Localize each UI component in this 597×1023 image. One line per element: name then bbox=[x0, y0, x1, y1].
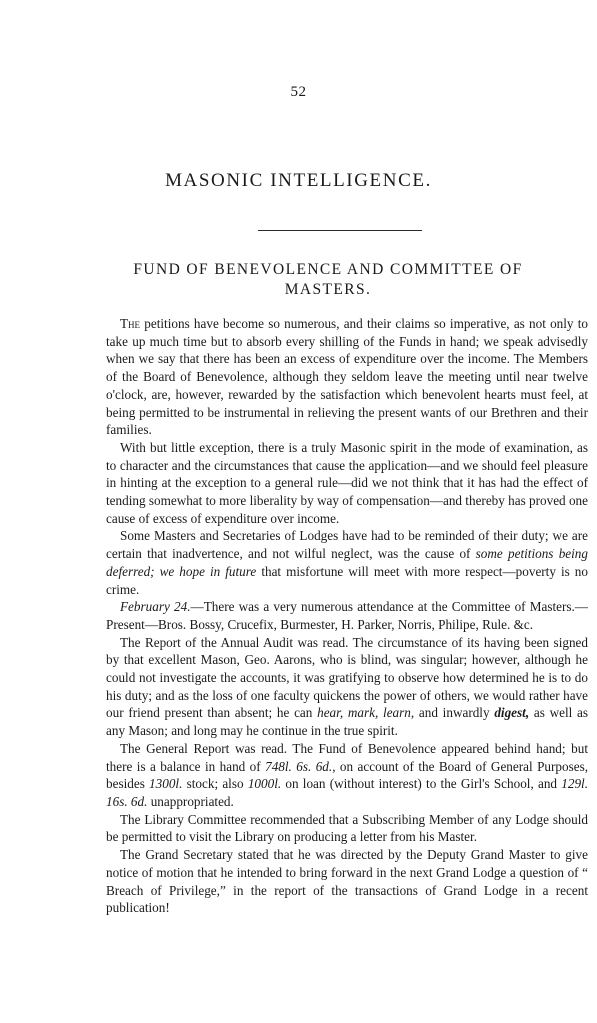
page-number: 52 bbox=[290, 84, 307, 100]
title-divider bbox=[258, 230, 422, 231]
article-body bbox=[106, 315, 588, 917]
italic-phrase: some petitions being deferred; we hope in future bbox=[106, 546, 588, 579]
entry-date: February 24. bbox=[120, 599, 191, 615]
amount: 129l. 16s. 6d. bbox=[106, 776, 588, 809]
paragraph-1 bbox=[106, 315, 588, 439]
paragraph-text: The General Report was read. The Fund of Benevolence appeared behind hand; but there is a balance in hand of bbox=[106, 740, 588, 774]
drop-lead-word: The bbox=[120, 316, 141, 331]
paragraph-text: , on account of the Board of General Purposes, besides bbox=[106, 758, 589, 792]
section-title: MASONIC INTELLIGENCE. bbox=[165, 170, 432, 191]
amount: 1300l. bbox=[149, 776, 183, 792]
amount: 748l. 6s. 6d. bbox=[265, 758, 333, 774]
paragraph-6 bbox=[106, 740, 588, 811]
paragraph-text: —There was a very numerous attendance at the Committee of Masters.—Present—Bros. Bossy, Crucefix, Burmester, H. Parker, Norris, Philipe, Rule. &c. bbox=[106, 599, 588, 632]
paragraph-text: Some Masters and Secretaries of Lodges have had to be reminded of their duty; we are certain that inadvertence, and not wilful neglect, was the cause of bbox=[106, 528, 588, 562]
bold-italic-word: digest, bbox=[494, 705, 530, 721]
paragraph-3 bbox=[106, 527, 588, 598]
paragraph-text: as well as any Mason; and long may he continue in the true spirit. bbox=[106, 705, 589, 739]
article-title: FUND OF BENEVOLENCE AND COMMITTEE OF MASTERS. bbox=[133, 261, 523, 298]
italic-word: mark, bbox=[347, 705, 379, 721]
paragraph-text: With but little exception, there is a truly Masonic spirit in the mode of examination, as to character and the circumstances that cause the application—and we should feel pleasure in hinting at the exception to a general rule—did we not think that it has had the effect of tending somewhat to more liberality by way of compensation—and thereby has proved one cause of excess of expenditure over income. bbox=[106, 439, 588, 526]
italic-word: learn, bbox=[383, 705, 415, 721]
paragraph-text: petitions have become so numerous, and their claims so imperative, as not only to take up much time but to absorb every shilling of the Funds in hand; we speak advisedly when we say that there has been an excess of expenditure over the income. The Members of the Board of Benevolence, although they seldom leave the meeting until near twelve o'clock, are, however, rewarded by the satisfaction which benevolent hearts must feel, at being permitted to be instrumental in relieving the present wants of our Brethren and their families. bbox=[106, 316, 588, 438]
paragraph-text: The Grand Secretary stated that he was directed by the Deputy Grand Master to give notice of motion that he intended to bring forward in the next Grand Lodge a question of “ Breach of Privilege,” in the report of the transactions of Grand Lodge in a recent publication! bbox=[106, 847, 588, 916]
amount: 1000l. bbox=[247, 776, 282, 792]
paragraph-5 bbox=[106, 634, 588, 740]
paragraph-text: and inwardly bbox=[414, 705, 495, 721]
paragraph-7 bbox=[106, 811, 588, 846]
paragraph-text: on loan (without interest) to the Girl's School, and bbox=[281, 776, 562, 792]
paragraph-text: The Report of the Annual Audit was read. The circumstance of its having been signed by that excellent Mason, Geo. Aarons, who is blind, was singular; however, although he could not investigate the accounts, it was gratifying to observe how determined he is to do his duty; and as the loss of one faculty quickens the power of others, we would rather have our friend present than absent; he can bbox=[106, 634, 588, 721]
paragraph-text: The Library Committee recommended that a Subscribing Member of any Lodge should be permitted to visit the Library on producing a letter from his Master. bbox=[106, 811, 588, 845]
paragraph-text: that misfortune will meet with more respect—poverty is no crime. bbox=[106, 563, 588, 597]
paragraph-4 bbox=[106, 598, 588, 633]
paragraph-text: stock; also bbox=[182, 776, 248, 792]
italic-word: hear, bbox=[317, 705, 344, 721]
paragraph-text: unappropriated. bbox=[147, 793, 234, 809]
paragraph-8 bbox=[106, 846, 588, 917]
paragraph-2 bbox=[106, 439, 588, 528]
